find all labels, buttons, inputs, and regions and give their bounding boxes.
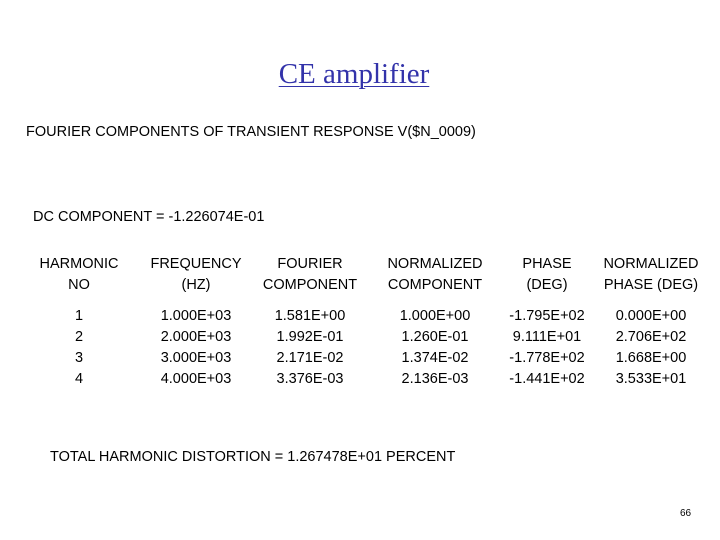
column-header: NO — [68, 277, 90, 293]
table-cell: 3.533E+01 — [615, 371, 687, 387]
column-header: PHASE — [522, 256, 572, 272]
table-cell: 1.260E-01 — [401, 329, 469, 345]
normalized-column — [372, 254, 498, 390]
page-title: CE amplifier — [278, 58, 430, 90]
column-header: (DEG) — [526, 277, 568, 293]
table-cell: 1.000E+00 — [399, 308, 471, 324]
table-cell: 2 — [74, 329, 84, 345]
table-cell: 3 — [74, 350, 84, 366]
table-cell: 0.000E+00 — [615, 308, 687, 324]
column-header: NORMALIZED — [603, 256, 699, 272]
table-cell: 2.000E+03 — [160, 329, 232, 345]
total-harmonic-distortion: TOTAL HARMONIC DISTORTION = 1.267478E+01 PERCENT — [50, 449, 456, 465]
column-header: COMPONENT — [387, 277, 483, 293]
frequency-column — [138, 254, 254, 390]
table-cell: 2.706E+02 — [615, 329, 687, 345]
harmonic-column — [30, 254, 128, 390]
table-cell: -1.441E+02 — [509, 371, 585, 387]
table-cell: 3.376E-03 — [276, 371, 344, 387]
dc-component: DC COMPONENT = -1.226074E-01 — [33, 209, 265, 225]
table-cell: 4.000E+03 — [160, 371, 232, 387]
table-cell: -1.795E+02 — [509, 308, 585, 324]
table-cell: 2.136E-03 — [401, 371, 469, 387]
table-cell: 9.111E+01 — [512, 329, 582, 345]
column-header: NORMALIZED — [387, 256, 483, 272]
table-cell: -1.778E+02 — [509, 350, 585, 366]
table-cell: 4 — [74, 371, 84, 387]
column-header: FREQUENCY — [150, 256, 242, 272]
column-header: HARMONIC — [39, 256, 119, 272]
fourier-column — [252, 254, 368, 390]
column-header: FOURIER — [277, 256, 343, 272]
table-cell: 1.000E+03 — [160, 308, 232, 324]
column-header: (HZ) — [181, 277, 211, 293]
table-cell: 3.000E+03 — [160, 350, 232, 366]
phase-column — [496, 254, 598, 390]
page-number: 66 — [680, 508, 692, 519]
column-header: COMPONENT — [262, 277, 358, 293]
fourier-heading: FOURIER COMPONENTS OF TRANSIENT RESPONSE V($N_0009) — [26, 124, 476, 140]
table-cell: 1.374E-02 — [401, 350, 469, 366]
table-cell: 2.171E-02 — [276, 350, 344, 366]
table-cell: 1 — [74, 308, 84, 324]
table-cell: 1.581E+00 — [274, 308, 346, 324]
column-header: PHASE (DEG) — [603, 277, 699, 293]
table-cell: 1.668E+00 — [615, 350, 687, 366]
table-cell: 1.992E-01 — [276, 329, 344, 345]
normalized-phase-column — [592, 254, 710, 390]
